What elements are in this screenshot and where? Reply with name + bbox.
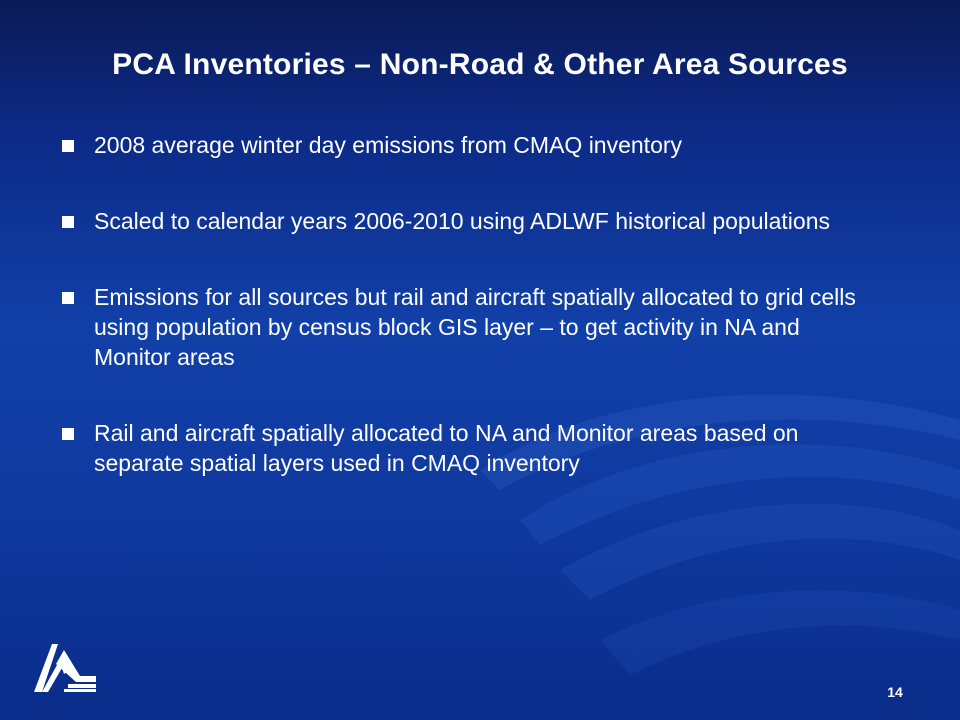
bullet-list <box>62 130 882 524</box>
square-bullet-icon <box>62 428 74 440</box>
bullet-text: Emissions for all sources but rail and aircraft spatially allocated to grid cells using population by census block GIS layer – to get activity in NA and Monitor areas <box>94 284 856 370</box>
page-number: 14 <box>887 684 903 700</box>
bullet-text: Scaled to calendar years 2006-2010 using ADLWF historical populations <box>94 208 830 234</box>
square-bullet-icon <box>62 140 74 152</box>
bullet-item <box>62 282 882 372</box>
organization-logo-icon <box>34 636 96 692</box>
bullet-text: 2008 average winter day emissions from CMAQ inventory <box>94 132 683 158</box>
bullet-item <box>62 130 882 160</box>
bullet-text: Rail and aircraft spatially allocated to NA and Monitor areas based on separate spatial layers used in CMAQ inventory <box>94 420 799 476</box>
bullet-item <box>62 206 882 236</box>
square-bullet-icon <box>62 292 74 304</box>
bullet-item <box>62 418 882 478</box>
square-bullet-icon <box>62 216 74 228</box>
slide-title: PCA Inventories – Non-Road & Other Area Sources <box>112 48 848 81</box>
